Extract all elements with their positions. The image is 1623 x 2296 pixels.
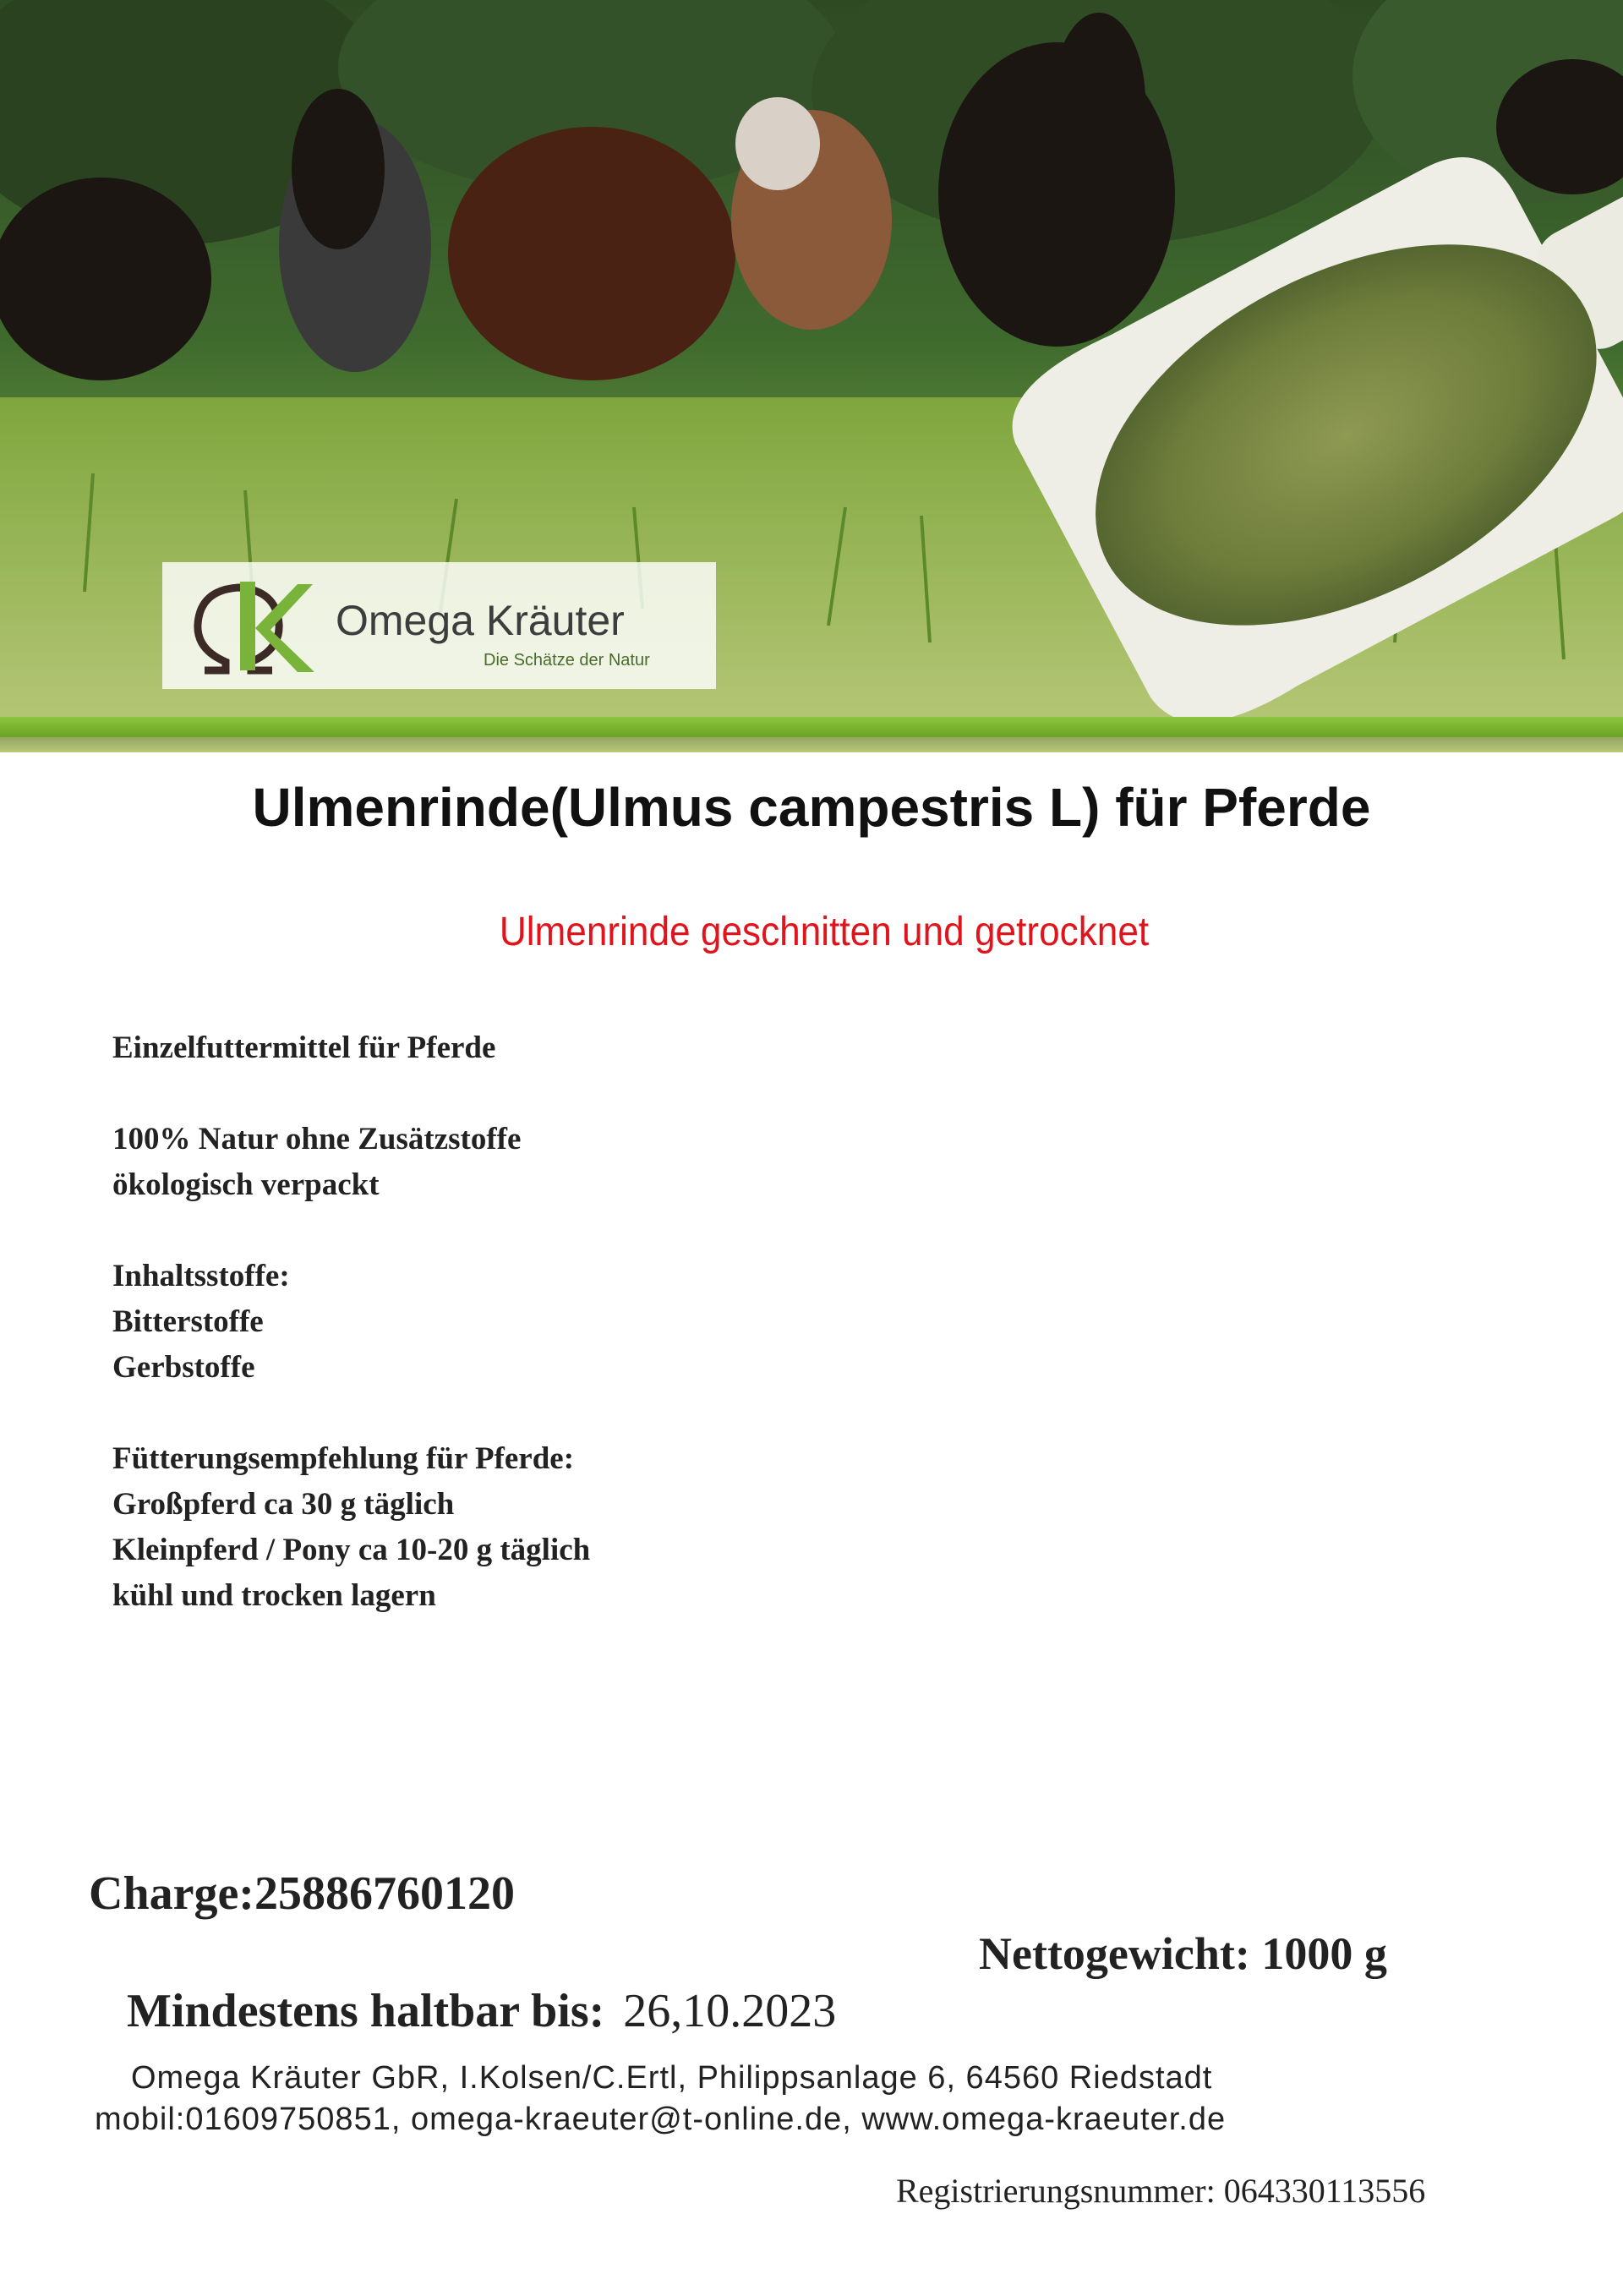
best-before-date: 26,10.2023 — [623, 1985, 837, 2037]
company-address: Omega Kräuter GbR, I.Kolsen/C.Ertl, Philippsanlage 6, 64560 Riedstadt — [131, 2060, 1213, 2096]
storage-note: kühl und trocken lagern — [112, 1578, 436, 1613]
brand-logo — [162, 562, 716, 689]
packaging-line: ökologisch verpackt — [112, 1167, 380, 1202]
nature-line: 100% Natur ohne Zusätzstoffe — [112, 1122, 522, 1156]
feeding-item: Großpferd ca 30 g täglich — [112, 1487, 455, 1522]
brand-name: Omega Kräuter — [336, 597, 625, 644]
omega-k-logo-icon — [188, 577, 314, 679]
feeding-item: Kleinpferd / Pony ca 10-20 g täglich — [112, 1533, 591, 1567]
product-title: Ulmenrinde(Ulmus campestris L) für Pferde — [252, 777, 1371, 838]
feeding-heading: Fütterungsempfehlung für Pferde: — [112, 1441, 575, 1476]
ingredient-item: Bitterstoffe — [112, 1304, 264, 1339]
divider-shadow — [0, 737, 1623, 752]
registration-number: Registrierungsnummer: 064330113556 — [896, 2172, 1426, 2210]
ingredient-item: Gerbstoffe — [112, 1350, 255, 1385]
product-details — [112, 1025, 590, 1619]
brand-tagline: Die Schätze der Natur — [484, 651, 650, 670]
hero-banner — [0, 0, 1623, 752]
best-before-label: Mindestens haltbar bis: — [127, 1985, 605, 2037]
best-before — [127, 1984, 836, 2038]
ingredients-heading: Inhaltsstoffe: — [112, 1259, 290, 1293]
net-weight: Nettogewicht: 1000 g — [979, 1928, 1387, 1979]
green-divider — [0, 717, 1623, 737]
company-contact: mobil:01609750851, omega-kraeuter@t-online.de, www.omega-kraeuter.de — [95, 2102, 1227, 2137]
feed-type: Einzelfuttermittel für Pferde — [112, 1030, 496, 1065]
product-subtitle: Ulmenrinde geschnitten und getrocknet — [499, 910, 1150, 954]
charge-number: Charge:25886760120 — [89, 1867, 515, 1920]
